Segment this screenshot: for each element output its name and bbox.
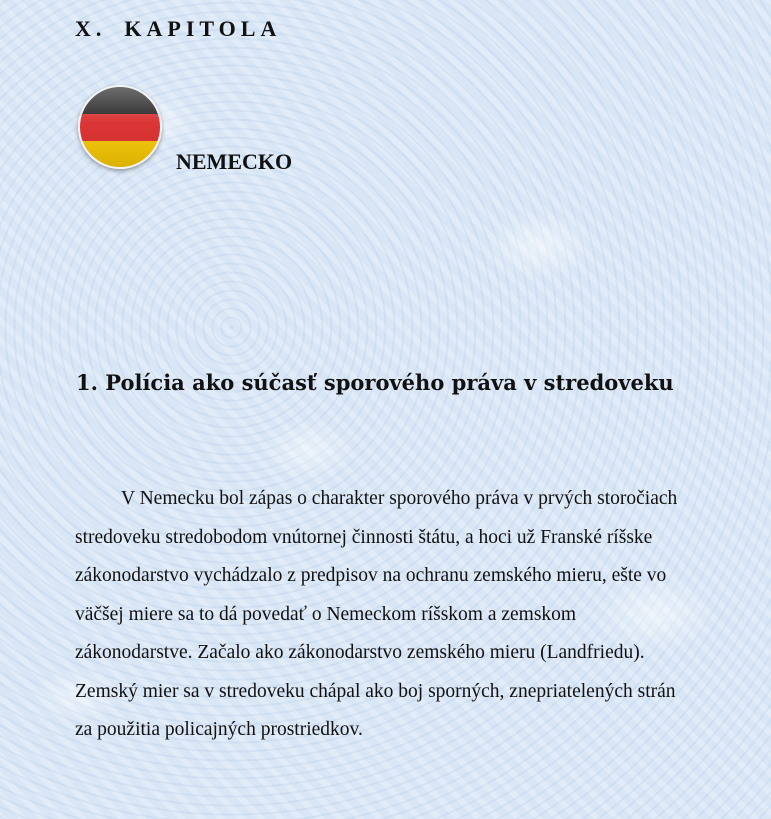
country-name: NEMECKO xyxy=(176,149,293,174)
germany-flag-icon xyxy=(78,85,162,169)
section-title: 1. Polícia ako súčasť sporového práva v stredoveku xyxy=(76,370,674,395)
body-paragraph: V Nemecku bol zápas o charakter sporového práva v prvých storočiach stredoveku stredobodom vnútornej činnosti štátu, a hoci už Franské ríšske zákonodarstvo vychádzalo z predpisov na ochranu zemského mieru, ešte vo väčšej miere sa to dá povedať o Nemeckom ríšskom a zemskom zákonodarstve. Začalo ako zákonodarstvo zemského mieru (Landfriedu). Zemský mier sa v stredoveku chápal ako boj sporných, znepriatelených strán za použitia policajných prostriedkov. xyxy=(75,488,678,740)
chapter-heading xyxy=(75,16,281,42)
chapter-label: KAPITOLA xyxy=(124,16,282,41)
chapter-number: X. xyxy=(75,16,107,41)
